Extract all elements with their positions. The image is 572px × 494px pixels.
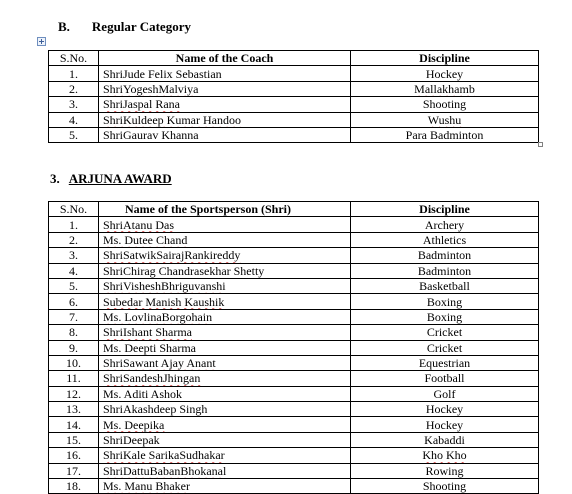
name-text: ShriIshant Sharma (103, 325, 192, 340)
name-cell: ShriGaurav Khanna (99, 127, 351, 142)
column-header-discipline: Discipline (351, 51, 539, 66)
table-header-row (49, 51, 539, 66)
table-row (49, 417, 539, 432)
discipline-cell: Athletics (351, 232, 539, 247)
name-cell (99, 217, 351, 232)
discipline-cell (351, 81, 539, 96)
name-text: ShriYogeshMalviya (103, 81, 199, 96)
column-header-name: Name of the Coach (99, 51, 351, 66)
sno-cell: 7. (49, 309, 99, 324)
name-cell (99, 463, 351, 478)
sno-cell: 4. (49, 112, 99, 127)
name-text: ShriSatwikSairajRankireddy (103, 248, 241, 263)
sno-cell: 3. (49, 248, 99, 263)
sno-cell: 3. (49, 97, 99, 112)
table-row (49, 325, 539, 340)
table-header-row (49, 202, 539, 217)
table-row (49, 402, 539, 417)
name-text: Subedar Manish Kaushik (103, 294, 225, 309)
discipline-cell (351, 112, 539, 127)
table-row (49, 248, 539, 263)
discipline-cell (351, 448, 539, 463)
name-cell (99, 248, 351, 263)
section-b-heading (58, 19, 191, 35)
column-header-sno: S.No. (49, 202, 99, 217)
sno-cell: 16. (49, 448, 99, 463)
name-cell: ShriDeepak (99, 432, 351, 447)
sno-cell: 12. (49, 386, 99, 401)
table-row (49, 340, 539, 355)
table-row (49, 355, 539, 370)
discipline-cell: Rowing (351, 463, 539, 478)
name-cell (99, 309, 351, 324)
discipline-text: Wushu (427, 112, 462, 127)
name-cell (99, 278, 351, 293)
sno-cell: 18. (49, 479, 99, 494)
sno-cell: 2. (49, 232, 99, 247)
discipline-text: Mallakhamb (414, 81, 475, 96)
table-row (49, 263, 539, 278)
column-header-discipline: Discipline (351, 202, 539, 217)
sno-cell: 2. (49, 81, 99, 96)
name-cell: ShriChirag Chandrasekhar Shetty (99, 263, 351, 278)
name-text: ShriJaspal Rana (103, 97, 180, 112)
table-row (49, 232, 539, 247)
table-row (49, 81, 539, 96)
name-text: Ms. Dutee Chand (103, 232, 188, 247)
discipline-cell: Para Badminton (351, 127, 539, 142)
discipline-cell: Badminton (351, 248, 539, 263)
sno-cell: 17. (49, 463, 99, 478)
table-row (49, 309, 539, 324)
table-row (49, 371, 539, 386)
name-cell (99, 448, 351, 463)
discipline-cell: Basketball (351, 278, 539, 293)
discipline-cell: Football (351, 371, 539, 386)
sno-cell: 15. (49, 432, 99, 447)
table-row (49, 66, 539, 81)
name-cell: ShriJude Felix Sebastian (99, 66, 351, 81)
discipline-cell: Shooting (351, 479, 539, 494)
table-move-handle-icon[interactable] (37, 37, 46, 46)
name-text: ShriKuldeep Kumar Handoo (103, 112, 241, 127)
section-b-title: Regular Category (91, 19, 191, 34)
discipline-text: Kho Kho (422, 448, 467, 463)
name-text: ShriSandeshJhingan (103, 371, 201, 386)
table-row (49, 217, 539, 232)
table-row (49, 448, 539, 463)
sno-cell: 1. (49, 66, 99, 81)
table-row (49, 278, 539, 293)
name-cell (99, 402, 351, 417)
discipline-cell: Boxing (351, 294, 539, 309)
name-text: Ms. LovlinaBorgohain (103, 309, 213, 324)
table-row (49, 386, 539, 401)
name-cell (99, 325, 351, 340)
name-text: Ms. Deepika (103, 417, 165, 432)
name-cell (99, 97, 351, 112)
name-text: ShriSawant Ajay Anant (103, 356, 216, 371)
discipline-cell: Equestrian (351, 355, 539, 370)
discipline-cell: Hockey (351, 66, 539, 81)
discipline-cell: Hockey (351, 417, 539, 432)
sno-cell: 13. (49, 402, 99, 417)
sno-cell: 8. (49, 325, 99, 340)
table-row (49, 463, 539, 478)
name-cell (99, 294, 351, 309)
discipline-cell: Badminton (351, 263, 539, 278)
discipline-cell: Archery (351, 217, 539, 232)
name-text: ShriKale SarikaSudhakar (103, 448, 225, 463)
section-b-letter: B. (58, 19, 70, 34)
name-cell (99, 112, 351, 127)
discipline-cell: Cricket (351, 340, 539, 355)
arjuna-table (48, 201, 539, 494)
discipline-cell: Shooting (351, 97, 539, 112)
name-text: ShriAtanu Das (103, 217, 174, 232)
discipline-cell: Golf (351, 386, 539, 401)
name-cell (99, 81, 351, 96)
table-row (49, 112, 539, 127)
column-header-name: Name of the Sportsperson (Shri) (99, 202, 351, 217)
name-text: ShriVisheshBhriguvanshi (103, 279, 226, 294)
name-text: Ms. Manu Bhaker (103, 479, 190, 494)
table-row (49, 127, 539, 142)
sno-cell: 6. (49, 294, 99, 309)
name-text: ShriAkashdeep Singh (103, 402, 208, 417)
table-row (49, 479, 539, 494)
name-cell (99, 479, 351, 494)
table-row (49, 97, 539, 112)
discipline-cell: Cricket (351, 325, 539, 340)
name-cell (99, 232, 351, 247)
discipline-cell: Hockey (351, 402, 539, 417)
sno-cell: 9. (49, 340, 99, 355)
section-3-heading (50, 171, 172, 187)
sno-cell: 5. (49, 278, 99, 293)
table-resize-handle[interactable] (538, 142, 543, 147)
sno-cell: 14. (49, 417, 99, 432)
sno-cell: 5. (49, 127, 99, 142)
name-cell: Ms. Aditi Ashok (99, 386, 351, 401)
coach-table (48, 50, 539, 143)
name-cell (99, 417, 351, 432)
name-cell (99, 371, 351, 386)
discipline-cell: Boxing (351, 309, 539, 324)
table-row (49, 294, 539, 309)
name-cell (99, 355, 351, 370)
column-header-sno: S.No. (49, 51, 99, 66)
sno-cell: 11. (49, 371, 99, 386)
section-3-title: ARJUNA AWARD (68, 171, 172, 186)
section-3-number: 3. (50, 171, 60, 186)
name-text: ShriDattuBabanBhokanal (103, 463, 227, 478)
name-cell: Ms. Deepti Sharma (99, 340, 351, 355)
table-row (49, 432, 539, 447)
sno-cell: 10. (49, 355, 99, 370)
sno-cell: 1. (49, 217, 99, 232)
sno-cell: 4. (49, 263, 99, 278)
discipline-cell: Kabaddi (351, 432, 539, 447)
